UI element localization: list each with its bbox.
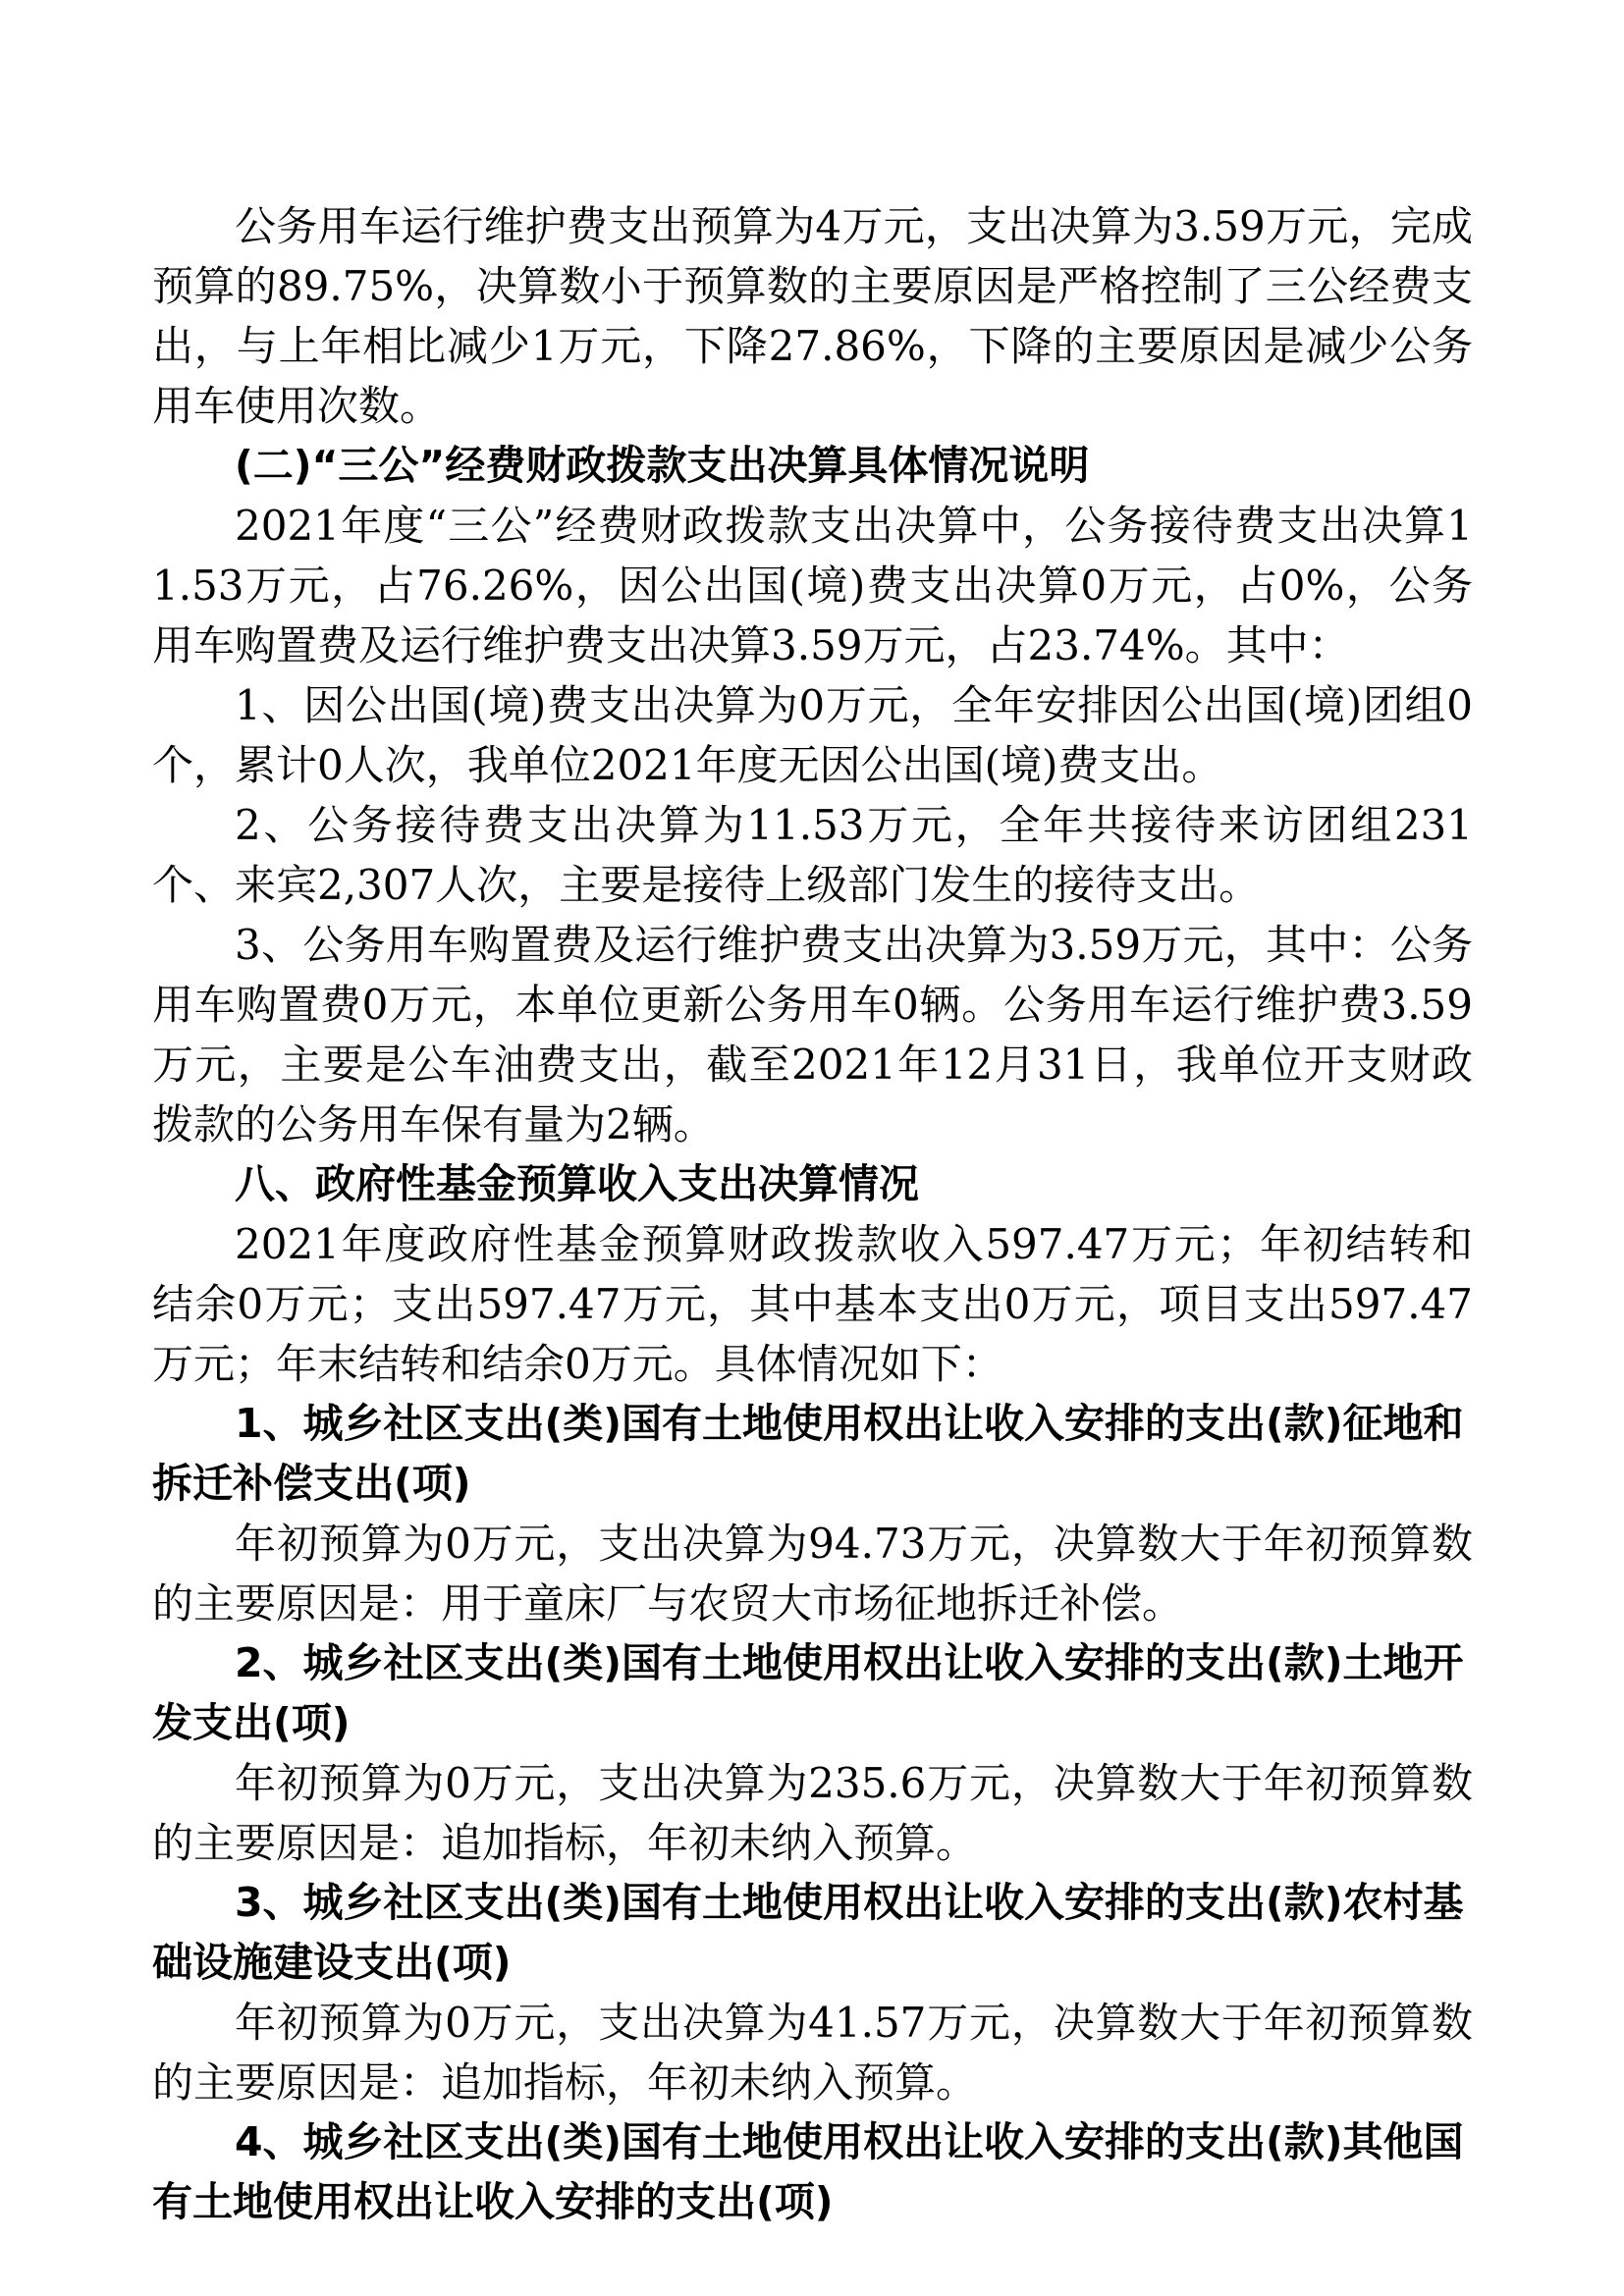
- section-heading-government-fund: 八、政府性基金预算收入支出决算情况: [235, 1160, 919, 1207]
- item-heading-2: 2、城乡社区支出(类)国有土地使用权出让收入安排的支出(款)土地开发支出(项): [152, 1639, 1464, 1746]
- paragraph-item-2: 年初预算为0万元，支出决算为235.6万元，决算数大于年初预算数的主要原因是：追加指标，年初未纳入预算。: [152, 1759, 1473, 1867]
- paragraph-item-3: 年初预算为0万元，支出决算为41.57万元，决算数大于年初预算数的主要原因是：追加指标，年初未纳入预算。: [152, 1999, 1473, 2107]
- document-page: [152, 196, 1473, 2232]
- paragraph-reception: 2、公务接待费支出决算为11.53万元，全年共接待来访团组231个、来宾2,307人次，主要是接待上级部门发生的接待支出。: [152, 801, 1473, 909]
- section-heading-three-public-details: (二)“三公”经费财政拨款支出决算具体情况说明: [235, 442, 1090, 489]
- paragraph-overseas-travel: 1、因公出国(境)费支出决算为0万元，全年安排因公出国(境)团组0个，累计0人次，我单位2021年度无因公出国(境)费支出。: [152, 681, 1473, 789]
- paragraph-three-public-summary: 2021年度“三公”经费财政拨款支出决算中，公务接待费支出决算11.53万元，占76.26%，因公出国(境)费支出决算0万元，占0%，公务用车购置费及运行维护费支出决算3.59万元，占23.74%。其中：: [152, 502, 1473, 669]
- item-heading-1: 1、城乡社区支出(类)国有土地使用权出让收入安排的支出(款)征地和拆迁补偿支出(项): [152, 1400, 1464, 1507]
- paragraph-vehicle-maintenance: 公务用车运行维护费支出预算为4万元，支出决算为3.59万元，完成预算的89.75%，决算数小于预算数的主要原因是严格控制了三公经费支出，与上年相比减少1万元，下降27.86%，下降的主要原因是减少公务用车使用次数。: [152, 202, 1473, 430]
- paragraph-government-fund-summary: 2021年度政府性基金预算财政拨款收入597.47万元；年初结转和结余0万元；支出597.47万元，其中基本支出0万元，项目支出597.47万元；年末结转和结余0万元。具体情况如下：: [152, 1220, 1473, 1388]
- paragraph-item-1: 年初预算为0万元，支出决算为94.73万元，决算数大于年初预算数的主要原因是：用于童床厂与农贸大市场征地拆迁补偿。: [152, 1520, 1473, 1628]
- item-heading-4: 4、城乡社区支出(类)国有土地使用权出让收入安排的支出(款)其他国有土地使用权出让收入安排的支出(项): [152, 2118, 1464, 2225]
- item-heading-3: 3、城乡社区支出(类)国有土地使用权出让收入安排的支出(款)农村基础设施建设支出(项): [152, 1879, 1464, 1986]
- paragraph-vehicle-purchase: 3、公务用车购置费及运行维护费支出决算为3.59万元，其中：公务用车购置费0万元，本单位更新公务用车0辆。公务用车运行维护费3.59万元，主要是公车油费支出，截至2021年12月31日，我单位开支财政拨款的公务用车保有量为2辆。: [152, 921, 1473, 1148]
